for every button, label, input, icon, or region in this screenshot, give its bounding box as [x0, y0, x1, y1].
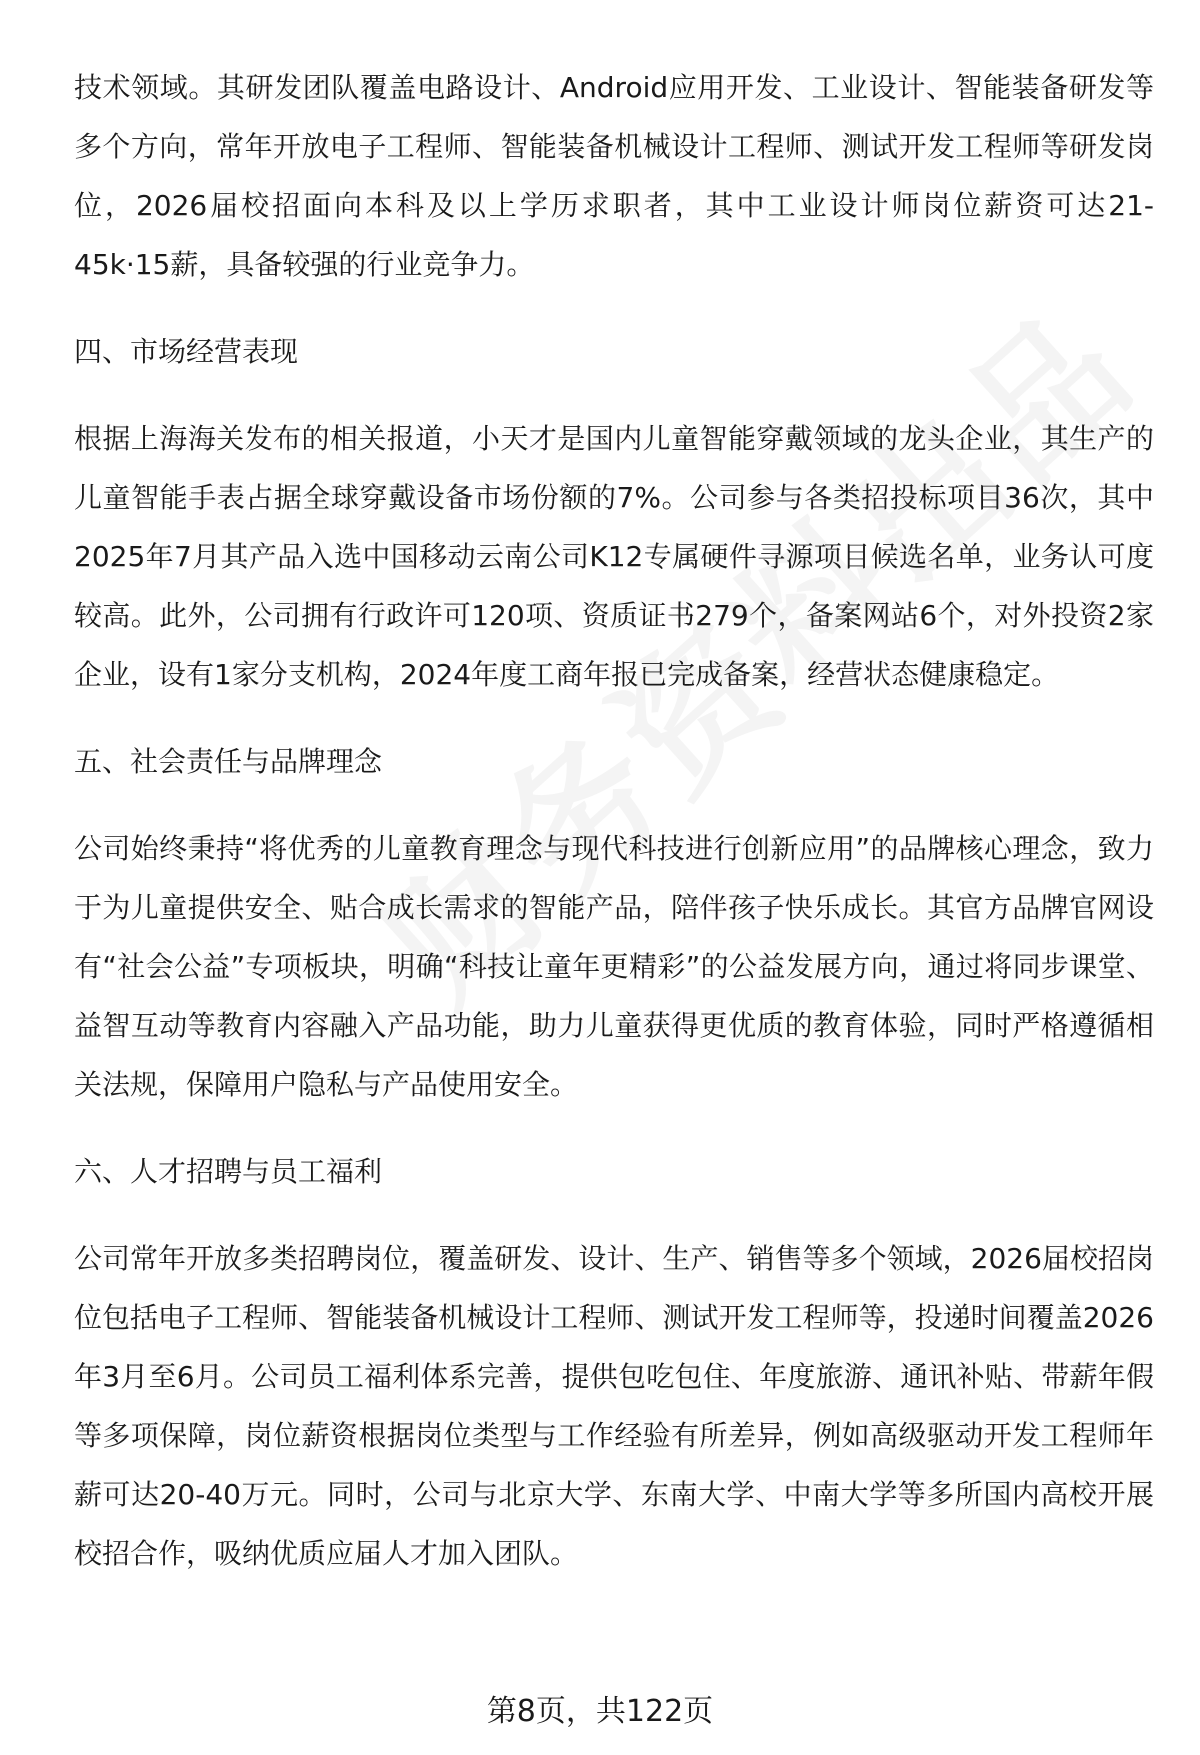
- section-heading-social: 五、社会责任与品牌理念: [74, 745, 383, 778]
- paragraph-tech-field: 技术领域。其研发团队覆盖电路设计、Android应用开发、工业设计、智能装备研发等多个方向，常年开放电子工程师、智能装备机械设计工程师、测试开发工程师等研发岗位，2026届校招面向本科及以上学历求职者，其中工业设计师岗位薪资可达21-45k·15薪，具备较强的行业竞争力。: [74, 71, 1154, 281]
- paragraph-market: 根据上海海关发布的相关报道，小天才是国内儿童智能穿戴领域的龙头企业，其生产的儿童智能手表占据全球穿戴设备市场份额的7%。公司参与各类招投标项目36次，其中2025年7月其产品入选中国移动云南公司K12专属硬件寻源项目候选名单，业务认可度较高。此外，公司拥有行政许可120项、资质证书279个，备案网站6个，对外投资2家企业，设有1家分支机构，2024年度工商年报已完成备案，经营状态健康稳定。: [74, 422, 1154, 691]
- section-heading-talent: 六、人才招聘与员工福利: [74, 1155, 383, 1188]
- document-body: [74, 58, 1154, 1583]
- section-heading-market: 四、市场经营表现: [74, 335, 299, 368]
- paragraph-talent: 公司常年开放多类招聘岗位，覆盖研发、设计、生产、销售等多个领域，2026届校招岗位包括电子工程师、智能装备机械设计工程师、测试开发工程师等，投递时间覆盖2026年3月至6月。公司员工福利体系完善，提供包吃包住、年度旅游、通讯补贴、带薪年假等多项保障，岗位薪资根据岗位类型与工作经验有所差异，例如高级驱动开发工程师年薪可达20-40万元。同时，公司与北京大学、东南大学、中南大学等多所国内高校开展校招合作，吸纳优质应届人才加入团队。: [74, 1242, 1154, 1570]
- paragraph-social: 公司始终秉持“将优秀的儿童教育理念与现代科技进行创新应用”的品牌核心理念，致力于为儿童提供安全、贴合成长需求的智能产品，陪伴孩子快乐成长。其官方品牌官网设有“社会公益”专项板块，明确“科技让童年更精彩”的公益发展方向，通过将同步课堂、益智互动等教育内容融入产品功能，助力儿童获得更优质的教育体验，同时严格遵循相关法规，保障用户隐私与产品使用安全。: [74, 832, 1154, 1101]
- page-number-footer: 第8页，共122页: [486, 1694, 714, 1729]
